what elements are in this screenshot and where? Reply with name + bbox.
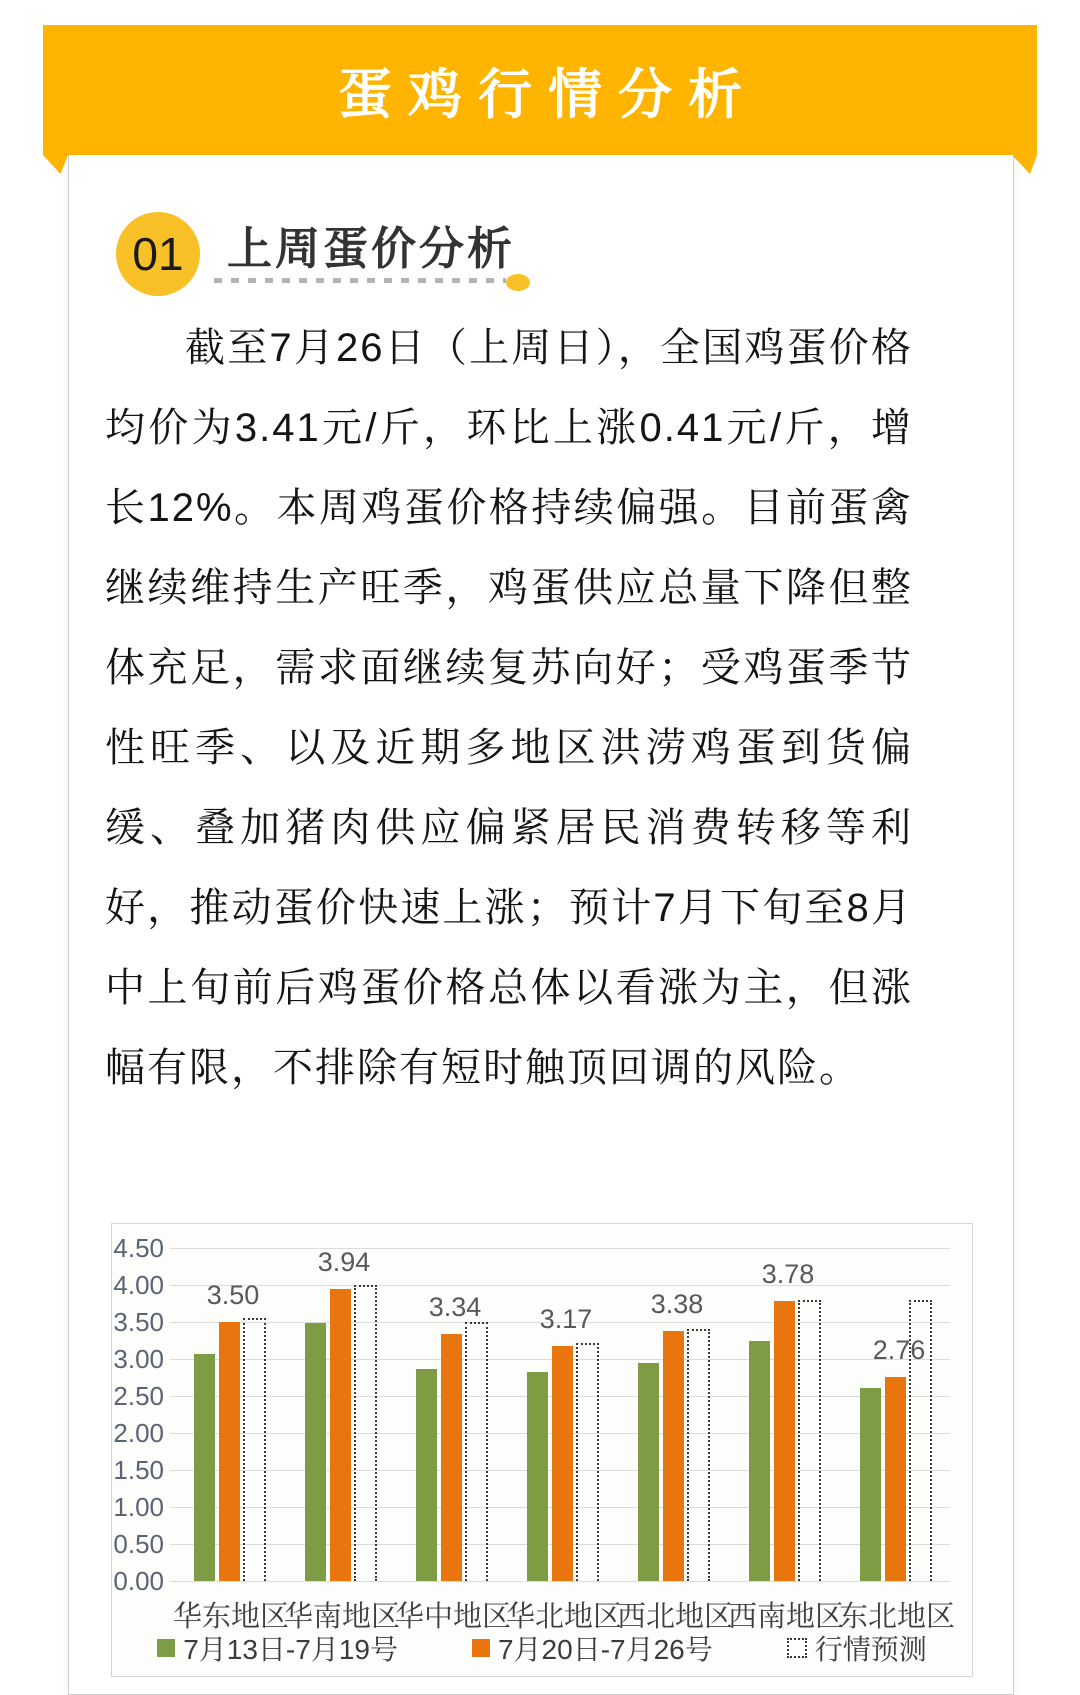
section-dashed-rule — [214, 278, 506, 283]
x-axis-category-label: 西北地区 — [617, 1601, 734, 1633]
bar-value-label: 3.34 — [428, 1291, 482, 1322]
legend-item — [472, 1628, 713, 1668]
gridline — [170, 1248, 950, 1249]
y-axis-tick-label: 2.50 — [113, 1381, 164, 1411]
legend-label: 7月13日-7月19号 — [183, 1634, 398, 1665]
gridline — [170, 1285, 950, 1286]
bar-value-label: 3.38 — [650, 1288, 704, 1319]
legend-item — [787, 1628, 927, 1668]
bar-forecast — [798, 1300, 821, 1581]
bar-forecast — [354, 1285, 377, 1581]
y-axis-tick-label: 4.50 — [113, 1233, 164, 1263]
bar-week1 — [749, 1341, 770, 1582]
section-number-badge — [116, 212, 200, 296]
bar-value-label: 3.94 — [317, 1247, 371, 1278]
gridline — [170, 1581, 950, 1582]
legend-label: 行情预测 — [814, 1634, 927, 1665]
bar-value-label: 3.17 — [539, 1304, 593, 1335]
bar-week1 — [305, 1323, 326, 1581]
legend-swatch-icon — [157, 1639, 175, 1657]
y-axis-tick-label: 1.50 — [113, 1455, 164, 1485]
bar-week2 — [774, 1301, 795, 1581]
legend-swatch-icon — [472, 1639, 490, 1657]
bar-value-label: 2.76 — [872, 1334, 926, 1365]
bar-week2 — [885, 1377, 906, 1581]
bar-week2 — [441, 1334, 462, 1581]
y-axis-tick-label: 3.00 — [113, 1344, 164, 1374]
x-axis-category-label: 西南地区 — [728, 1601, 845, 1633]
egg-price-bar-chart — [111, 1223, 973, 1677]
bar-forecast — [243, 1318, 266, 1581]
bar-week2 — [663, 1331, 684, 1581]
bar-forecast — [576, 1343, 599, 1581]
bar-week1 — [638, 1363, 659, 1581]
bar-value-label: 3.50 — [206, 1280, 260, 1310]
legend-label: 7月20日-7月26号 — [497, 1634, 713, 1665]
bar-forecast — [465, 1322, 488, 1581]
x-axis-category-label: 华中地区 — [395, 1601, 512, 1633]
y-axis-tick-label: 1.00 — [113, 1492, 164, 1522]
title-banner — [43, 25, 1037, 155]
legend-swatch-icon — [787, 1638, 807, 1658]
x-axis-category-label: 华南地区 — [284, 1601, 401, 1633]
bar-forecast — [687, 1329, 710, 1581]
chart-legend — [112, 1630, 972, 1666]
x-axis-category-label: 东北地区 — [839, 1601, 956, 1633]
page-title: 蛋鸡行情分析 — [338, 64, 758, 125]
y-axis-tick-label: 0.50 — [113, 1529, 164, 1559]
banner-fold-left — [43, 155, 68, 174]
y-axis-tick-label: 0.00 — [113, 1566, 164, 1596]
x-axis-category-label: 华北地区 — [506, 1601, 623, 1633]
content-card — [68, 155, 1014, 1695]
bar-week1 — [416, 1369, 437, 1581]
banner-fold-right — [1012, 155, 1037, 174]
section-rule-end-dot — [506, 274, 530, 291]
bar-week2 — [219, 1322, 240, 1581]
section-number: 01 — [132, 228, 184, 280]
bar-week1 — [860, 1388, 881, 1581]
y-axis-tick-label: 3.50 — [113, 1307, 164, 1337]
bar-week1 — [194, 1354, 215, 1581]
section-title: 上周蛋价分析 — [227, 223, 516, 274]
bar-week2 — [552, 1346, 573, 1581]
y-axis-tick-label: 4.00 — [113, 1270, 164, 1300]
bar-week1 — [527, 1372, 548, 1581]
analysis-paragraph: 截至7月26日（上周日），全国鸡蛋价格均价为3.41元/斤，环比上涨0.41元/斤，增长12%。本周鸡蛋价格持续偏强。目前蛋禽继续维持生产旺季，鸡蛋供应总量下降但整体充足，需求面继续复苏向好；受鸡蛋季节性旺季、以及近期多地区洪涝鸡蛋到货偏缓、叠加猪肉供应偏紧居民消费转移等利好，推动蛋价快速上涨；预计7月下旬至8月中上旬前后鸡蛋价格总体以看涨为主，但涨幅有限，不排除有短时触顶回调的风险。 — [105, 326, 913, 1090]
legend-item — [157, 1628, 398, 1668]
y-axis-tick-label: 2.00 — [113, 1418, 164, 1448]
bar-week2 — [330, 1289, 351, 1581]
bar-value-label: 3.78 — [761, 1259, 815, 1290]
x-axis-category-label: 华东地区 — [173, 1601, 290, 1633]
